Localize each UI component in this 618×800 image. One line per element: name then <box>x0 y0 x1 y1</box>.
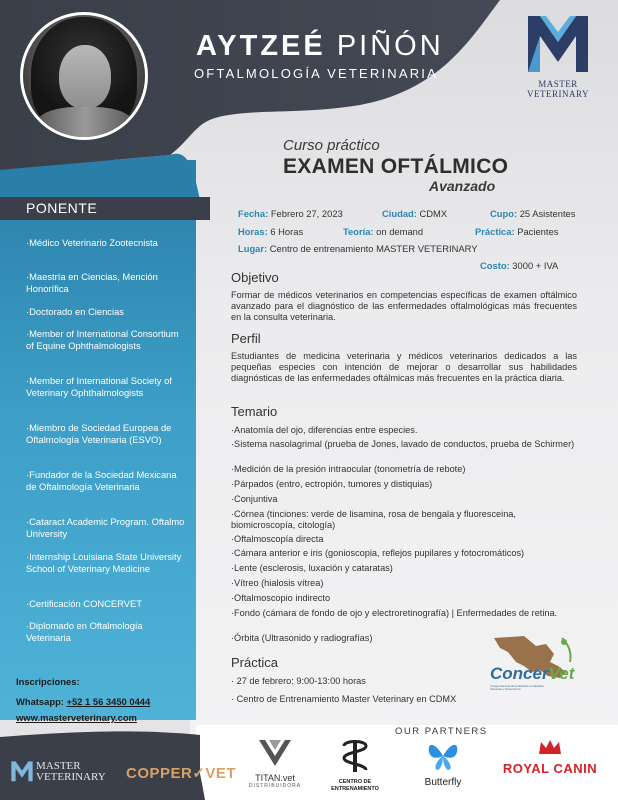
titan-icon <box>255 738 295 768</box>
whatsapp-label: Whatsapp: <box>16 696 64 707</box>
speaker-last-name: PIÑÓN <box>336 30 444 62</box>
credential-item: ·Internship Louisiana State University School of Veterinary Medicine <box>26 551 182 574</box>
whatsapp-link[interactable]: +52 1 56 3450 0444 <box>66 696 151 707</box>
credential-item: ·Maestría en Ciencias, Mención Honorífica <box>26 271 158 294</box>
titan-sub: DISTRIBUIDORA <box>248 783 302 789</box>
titan-logo <box>240 738 310 789</box>
credential-item: ·Certificación CONCERVET <box>26 598 142 609</box>
speaker-name <box>196 30 444 63</box>
crown-icon <box>537 738 563 756</box>
centro-text <box>320 779 390 793</box>
perfil-text: Estudiantes de medicina veterinaria y médicos veterinarios dedicados a las pequeñas especies con intención de mejorar o desarrollar sus habilidades diagnósticas de las enfermedades oftálmicas más frecuentes en la práctica diaria. <box>231 351 577 383</box>
inscripciones-heading: Inscripciones: <box>16 676 80 687</box>
temario-item: ·Oftalmoscopio indirecto <box>231 593 331 603</box>
practica-heading: Práctica <box>231 655 278 670</box>
perfil-heading: Perfil <box>231 331 261 346</box>
detail-teoria: Teoría: on demand <box>343 226 424 237</box>
course-level: Avanzado <box>429 178 496 194</box>
ponente-heading: PONENTE <box>26 200 98 216</box>
credential-item: ·Diplomado en Oftalmología Veterinaria <box>26 620 143 643</box>
temario-item: ·Córnea (tinciones: verde de lisamina, rosa de bengala y fluoresceina, biomicroscopía, citología) <box>231 509 516 530</box>
centro-icon <box>340 738 370 774</box>
concervet-name-a: Concer <box>490 664 549 683</box>
credential-item: ·Doctorado en Ciencias <box>26 306 124 317</box>
mv-logo-line2: VETERINARY <box>527 89 589 99</box>
footer-mv-line1: MASTER <box>36 760 81 772</box>
temario-item: ·Fondo (cámara de fondo de ojo y electroretinografía) | Enfermedades de retina. <box>231 608 558 618</box>
concervet-name <box>490 664 574 684</box>
concervet-tagline: Consejo Nacional de Certificación en Medicina Veterinaria y Zootecnia AC <box>490 685 544 692</box>
detail-horas: Horas: 6 Horas <box>238 226 304 237</box>
credential-item: ·Cataract Academic Program. Oftalmo University <box>26 516 185 539</box>
course-title-block <box>283 137 508 194</box>
temario-heading: Temario <box>231 404 278 419</box>
objetivo-heading: Objetivo <box>231 270 279 285</box>
temario-item: ·Conjuntiva <box>231 494 278 504</box>
master-veterinary-logo <box>522 12 594 102</box>
detail-lugar: Lugar: Centro de entrenamiento MASTER VETERINARY <box>238 243 478 254</box>
speaker-first-name: AYTZEÉ <box>196 30 326 62</box>
temario-item: ·Lente (esclerosis, luxación y cataratas) <box>231 563 393 573</box>
detail-fecha: Fecha: Febrero 27, 2023 <box>238 208 343 219</box>
temario-item: ·Órbita (Ultrasonido y radiografías) <box>231 633 373 643</box>
credential-item: ·Member of International Consortium of Equine Ophthalmologists <box>26 328 179 351</box>
practica-item: · Centro de Entrenamiento Master Veterinary en CDMX <box>231 694 457 704</box>
speaker-specialty: OFTALMOLOGÍA VETERINARIA <box>194 66 438 81</box>
temario-item: ·Cámara anterior e iris (gonioscopia, reflejos pupilares y fotocromáticos) <box>231 548 525 558</box>
concervet-name-b: Vet <box>548 664 575 683</box>
butterfly-logo <box>408 740 478 788</box>
detail-ciudad: Ciudad: CDMX <box>382 208 448 219</box>
detail-costo: Costo: 3000 + IVA <box>480 260 559 271</box>
titan-name: TITAN.vet <box>255 773 295 783</box>
temario-item: ·Oftalmoscopía directa <box>231 534 324 544</box>
footer-mv-line2: VETERINARY <box>36 771 106 783</box>
centro-line1: CENTRO DE <box>338 779 372 785</box>
temario-item: ·Anatomía del ojo, diferencias entre especies. <box>231 425 418 435</box>
temario-item: ·Medición de la presión intraocular (tonometría de rebote) <box>231 464 466 474</box>
mv-logo-icon <box>526 12 590 74</box>
whatsapp-line <box>16 696 150 707</box>
credential-item: ·Médico Veterinario Zootecnista <box>26 237 158 248</box>
footer-mv-icon <box>10 760 34 782</box>
practica-item: · 27 de febrero: 9:00-13:00 horas <box>231 676 366 686</box>
partners-label: OUR PARTNERS <box>395 726 488 737</box>
centro-logo <box>320 738 390 793</box>
footer-mv-text <box>36 761 106 783</box>
temario-item: ·Sistema nasolagrimal (prueba de Jones, lavado de conductos, prueba de Schirmer) <box>231 439 575 449</box>
objetivo-text: Formar de médicos veterinarios en competencias específicas de examen oftálmico avanzado para el diagnóstico de las enfermedades oftalmológicas más frecuentes en la consulta veterinaria. <box>231 290 577 322</box>
credential-item: ·Member of International Society of Veterinary Ophthalmologists <box>26 375 172 398</box>
centro-line2: ENTRENAMIENTO <box>331 786 379 792</box>
butterfly-name: Butterfly <box>424 777 462 788</box>
mv-logo-line1: MASTER <box>538 79 578 89</box>
concervet-logo <box>488 632 580 702</box>
detail-practica: Práctica: Pacientes <box>475 226 559 237</box>
royal-canin-name: ROYAL CANIN <box>502 761 598 776</box>
speaker-photo <box>20 12 148 140</box>
course-title: EXAMEN OFTÁLMICO <box>283 155 509 178</box>
website-link[interactable]: www.masterveterinary.com <box>16 712 137 723</box>
temario-item: ·Párpados (entro, ectropión, tumores y distiquias) <box>231 479 433 489</box>
coppervet-logo: COPPER✓VET <box>126 765 237 782</box>
royal-canin-logo <box>498 738 602 776</box>
detail-cupo: Cupo: 25 Asistentes <box>490 208 576 219</box>
course-kicker: Curso práctico <box>283 137 380 154</box>
ponente-heading-bar <box>0 197 210 220</box>
credential-item: ·Fundador de la Sociedad Mexicana de Oftalmología Veterinaria <box>26 469 177 492</box>
temario-item: ·Vítreo (hialosis vítrea) <box>231 578 324 588</box>
credential-item: ·Miembro de Sociedad Europea de Oftalmología Veterinaria (ESVO) <box>26 422 172 445</box>
butterfly-icon <box>425 740 461 772</box>
website-line <box>16 712 137 723</box>
